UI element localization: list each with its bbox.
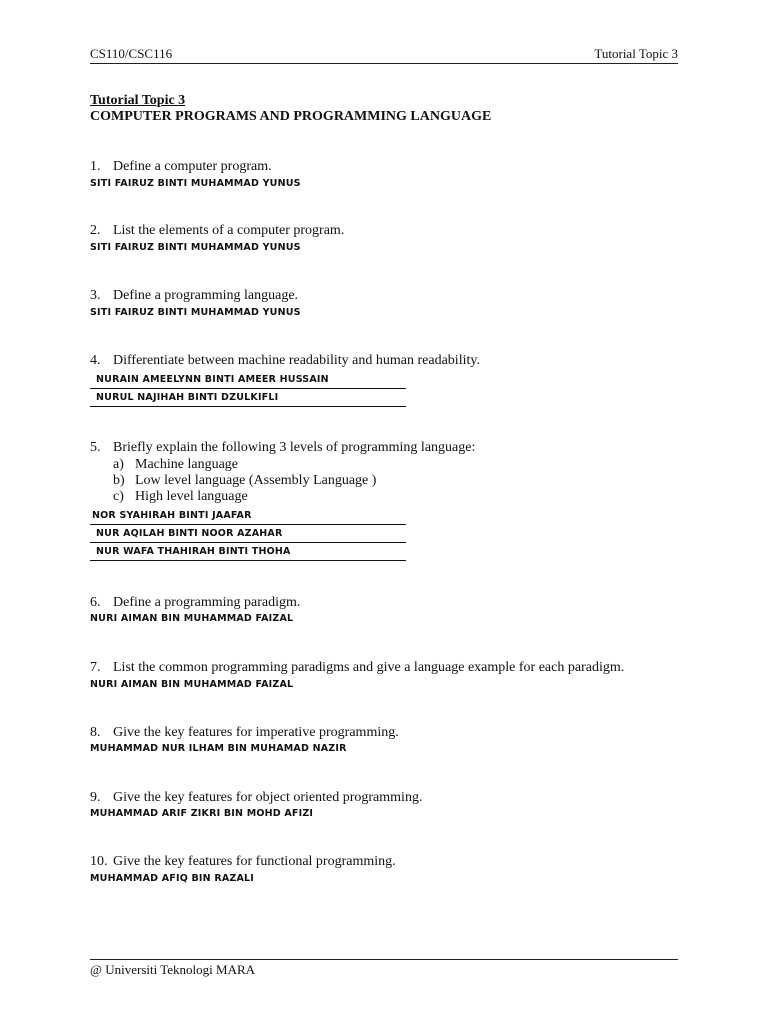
question-4: [90, 353, 480, 369]
assignee-list: [90, 507, 406, 561]
question-5-subitems: [113, 457, 376, 505]
question-1: [90, 159, 272, 175]
question-number: 6.: [90, 595, 101, 610]
question-text: Define a programming paradigm.: [113, 595, 301, 610]
question-9: [90, 790, 422, 806]
question-3: [90, 288, 298, 304]
assignee-name: MUHAMMAD NUR ILHAM BIN MUHAMAD NAZIR: [90, 743, 347, 754]
question-text: List the common programming paradigms and give a language example for each paradigm.: [113, 660, 625, 675]
question-text: Briefly explain the following 3 levels of programming language:: [113, 440, 476, 455]
question-text: Differentiate between machine readability and human readability.: [113, 353, 480, 368]
question-2: [90, 223, 344, 239]
assignee-name: NUR WAFA THAHIRAH BINTI THOHA: [90, 543, 406, 561]
question-7: [90, 660, 624, 676]
header-divider: [90, 63, 678, 64]
question-text: Give the key features for object oriented programming.: [113, 790, 423, 805]
subitem: c) High level language: [113, 489, 248, 504]
subitem: a) Machine language: [113, 457, 239, 472]
document-subtitle: COMPUTER PROGRAMS AND PROGRAMMING LANGUAGE: [90, 109, 492, 124]
assignee-list: [90, 371, 406, 407]
assignee-name: MUHAMMAD AFIQ BIN RAZALI: [90, 873, 255, 884]
question-number: 9.: [90, 790, 101, 805]
question-text: List the elements of a computer program.: [113, 223, 345, 238]
question-text: Define a computer program.: [113, 159, 272, 174]
footer-copyright: @ Universiti Teknologi MARA: [90, 962, 256, 977]
question-number: 7.: [90, 660, 101, 675]
assignee-name: NURI AIMAN BIN MUHAMMAD FAIZAL: [90, 679, 294, 690]
assignee-name: SITI FAIRUZ BINTI MUHAMMAD YUNUS: [90, 307, 301, 318]
question-number: 2.: [90, 223, 101, 238]
question-8: [90, 725, 399, 741]
question-number: 5.: [90, 440, 101, 455]
assignee-name: SITI FAIRUZ BINTI MUHAMMAD YUNUS: [90, 242, 301, 253]
header-course-code: CS110/CSC116: [90, 46, 173, 61]
document-title: Tutorial Topic 3: [90, 93, 186, 108]
question-number: 3.: [90, 288, 101, 303]
question-10: [90, 854, 396, 870]
question-number: 10.: [90, 854, 108, 869]
assignee-name: MUHAMMAD ARIF ZIKRI BIN MOHD AFIZI: [90, 808, 314, 819]
question-number: 1.: [90, 159, 101, 174]
question-text: Give the key features for imperative programming.: [113, 725, 399, 740]
assignee-name: NUR AQILAH BINTI NOOR AZAHAR: [90, 525, 406, 543]
assignee-name: NURUL NAJIHAH BINTI DZULKIFLI: [90, 389, 406, 407]
assignee-name: NURAIN AMEELYNN BINTI AMEER HUSSAIN: [90, 371, 406, 389]
subitem: b) Low level language (Assembly Language ): [113, 473, 377, 488]
question-number: 4.: [90, 353, 101, 368]
question-number: 8.: [90, 725, 101, 740]
question-5: [90, 440, 475, 456]
footer-divider: [90, 959, 678, 960]
assignee-name: NURI AIMAN BIN MUHAMMAD FAIZAL: [90, 613, 294, 624]
header-topic: Tutorial Topic 3: [594, 46, 678, 61]
question-text: Give the key features for functional programming.: [113, 854, 396, 869]
question-text: Define a programming language.: [113, 288, 299, 303]
assignee-name: NOR SYAHIRAH BINTI JAAFAR: [90, 507, 406, 525]
assignee-name: SITI FAIRUZ BINTI MUHAMMAD YUNUS: [90, 178, 301, 189]
question-6: [90, 595, 300, 611]
